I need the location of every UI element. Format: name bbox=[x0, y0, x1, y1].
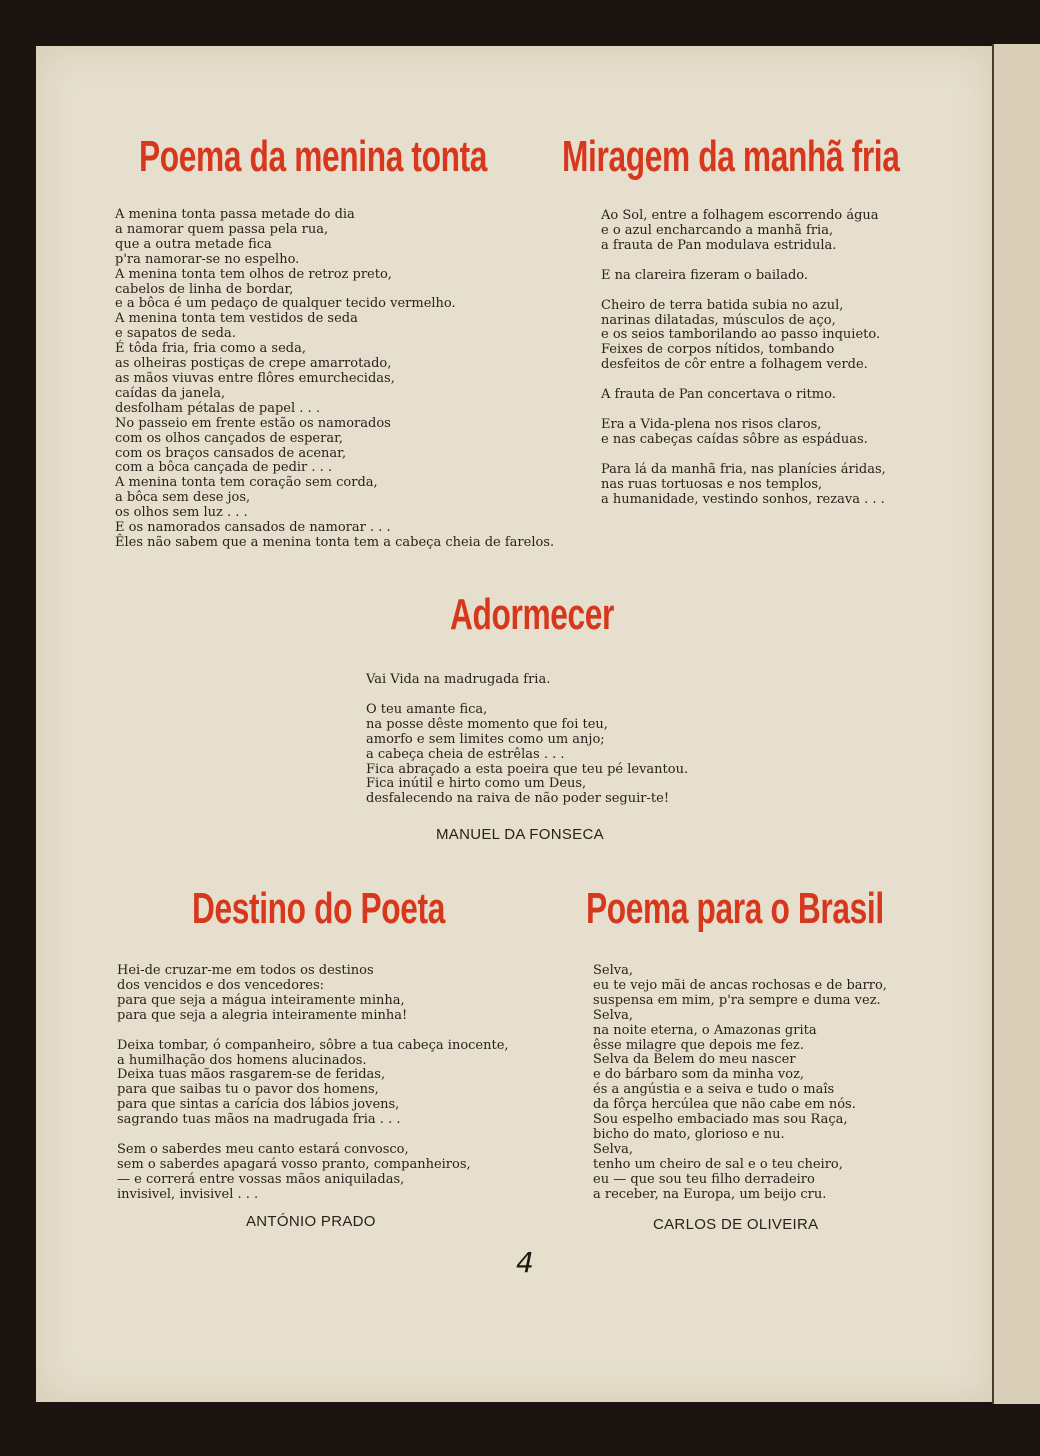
poem-line: sagrando tuas mãos na madrugada fria . . . bbox=[117, 1112, 401, 1128]
stanza-break bbox=[366, 688, 688, 703]
author-manuel-da-fonseca: MANUEL DA FONSECA bbox=[436, 826, 604, 843]
poem-title-miragem: Miragem da manhã fria bbox=[562, 132, 900, 181]
poem-line: nas ruas tortuosas e nos templos, bbox=[601, 476, 823, 492]
poem-body-poema-para-o-brasil bbox=[593, 964, 887, 1203]
poem-line: és a angústia e a seiva e tudo o maîs bbox=[593, 1082, 835, 1098]
poem-line: com a bôca cançada de pedir . . . bbox=[115, 460, 333, 476]
poem-line: A frauta de Pan concertava o ritmo. bbox=[601, 387, 836, 403]
poem-line: desfeitos de côr entre a folhagem verde. bbox=[601, 357, 868, 373]
poem-line: eu te vejo mãi de ancas rochosas e de barro, bbox=[593, 977, 887, 993]
poem-line: com os braços cansados de acenar, bbox=[115, 445, 347, 461]
stanza-break bbox=[601, 403, 886, 418]
poem-line: A menina tonta passa metade do dia bbox=[115, 207, 355, 222]
poem-line: A menina tonta tem vestidos de seda bbox=[115, 311, 358, 327]
poem-line: O teu amante fica, bbox=[366, 701, 488, 717]
poem-line: tenho um cheiro de sal e o teu cheiro, bbox=[593, 1156, 843, 1172]
poem-line: Ao Sol, entre a folhagem escorrendo água bbox=[601, 208, 879, 223]
poem-line: É tôda fria, fria como a seda, bbox=[115, 341, 306, 357]
poem-line: Vai Vida na madrugada fria. bbox=[366, 672, 551, 687]
poem-body-menina-tonta bbox=[115, 208, 554, 551]
poem-line: suspensa em mim, p'ra sempre e duma vez. bbox=[593, 992, 881, 1008]
poem-line: a cabeça cheia de estrêlas . . . bbox=[366, 746, 565, 762]
poem-line: para que sintas a carícia dos lábios jovens, bbox=[117, 1097, 400, 1113]
poem-line: Deixa tuas mãos rasgarem-se de feridas, bbox=[117, 1067, 386, 1083]
poem-line: a frauta de Pan modulava estridula. bbox=[601, 237, 837, 253]
poem-line: na noite eterna, o Amazonas grita bbox=[593, 1022, 817, 1038]
poem-line: Selva da Belem do meu nascer bbox=[593, 1052, 796, 1068]
poem-line: as mãos viuvas entre flôres emurchecidas, bbox=[115, 370, 395, 386]
poem-line: Feixes de corpos nítidos, tombando bbox=[601, 342, 835, 358]
poem-line: as olheiras postiças de crepe amarrotado, bbox=[115, 356, 392, 372]
poem-line: E na clareira fizeram o bailado. bbox=[601, 267, 809, 283]
magazine-page bbox=[36, 46, 992, 1402]
stanza-break bbox=[117, 1024, 509, 1039]
poem-line: Hei-de cruzar-me em todos os destinos bbox=[117, 963, 374, 978]
poem-line: e sapatos de seda. bbox=[115, 326, 236, 342]
poem-line: que a outra metade fica bbox=[115, 236, 272, 252]
poem-line: na posse dêste momento que foi teu, bbox=[366, 716, 608, 732]
poem-line: a receber, na Europa, um beijo cru. bbox=[593, 1186, 827, 1202]
poem-line: p'ra namorar-se no espelho. bbox=[115, 251, 300, 267]
poem-line: e a bôca é um pedaço de qualquer tecido vermelho. bbox=[115, 296, 456, 312]
poem-line: sem o saberdes apagará vosso pranto, companheiros, bbox=[117, 1156, 471, 1172]
poem-line: A menina tonta tem olhos de retroz preto, bbox=[115, 266, 392, 282]
poem-line: dos vencidos e dos vencedores: bbox=[117, 977, 325, 993]
poem-line: e do bárbaro som da minha voz, bbox=[593, 1067, 805, 1083]
adjacent-page-edge bbox=[992, 44, 1040, 1404]
poem-line: eu — que sou teu filho derradeiro bbox=[593, 1171, 815, 1187]
poem-line: No passeio em frente estão os namorados bbox=[115, 415, 391, 431]
stanza-break bbox=[601, 284, 886, 299]
poem-body-adormecer bbox=[366, 673, 688, 807]
author-carlos-de-oliveira: CARLOS DE OLIVEIRA bbox=[653, 1216, 819, 1233]
poem-line: a bôca sem dese jos, bbox=[115, 490, 251, 506]
poem-line: e o azul encharcando a manhã fria, bbox=[601, 222, 834, 238]
poem-line: narinas dilatadas, músculos de aço, bbox=[601, 312, 836, 328]
stanza-break bbox=[601, 448, 886, 463]
poem-line: amorfo e sem limites como um anjo; bbox=[366, 731, 605, 747]
poem-line: Cheiro de terra batida subia no azul, bbox=[601, 297, 844, 313]
poem-title-poema-para-o-brasil: Poema para o Brasil bbox=[586, 884, 884, 933]
stanza-break bbox=[601, 373, 886, 388]
poem-title-menina-tonta: Poema da menina tonta bbox=[139, 132, 488, 181]
poem-title-destino-do-poeta: Destino do Poeta bbox=[192, 884, 445, 933]
poem-line: Era a Vida-plena nos risos claros, bbox=[601, 417, 822, 433]
poem-line: Deixa tombar, ó companheiro, sôbre a tua cabeça inocente, bbox=[117, 1037, 509, 1053]
stanza-break bbox=[601, 254, 886, 269]
poem-line: e nas cabeças caídas sôbre as espáduas. bbox=[601, 431, 868, 447]
poem-line: Fica inútil e hirto como um Deus, bbox=[366, 776, 587, 792]
poem-line: invisivel, invisivel . . . bbox=[117, 1186, 259, 1202]
author-antonio-prado: ANTÓNIO PRADO bbox=[246, 1213, 376, 1230]
poem-line: cabelos de linha de bordar, bbox=[115, 281, 294, 297]
poem-title-adormecer: Adormecer bbox=[450, 590, 615, 639]
poem-line: a namorar quem passa pela rua, bbox=[115, 221, 329, 237]
poem-line: bicho do mato, glorioso e nu. bbox=[593, 1126, 785, 1142]
poem-line: A menina tonta tem coração sem corda, bbox=[115, 475, 378, 491]
poem-line: — e correrá entre vossas mãos aniquiladas, bbox=[117, 1171, 405, 1187]
poem-line: desfalecendo na raiva de não poder seguir-te! bbox=[366, 791, 670, 807]
poem-line: Selva, bbox=[593, 1141, 633, 1157]
poem-line: para que seja a alegria inteiramente minha! bbox=[117, 1007, 408, 1023]
poem-line: desfolham pétalas de papel . . . bbox=[115, 400, 320, 416]
poem-line: da fôrça hercúlea que não cabe em nós. bbox=[593, 1097, 856, 1113]
poem-line: para que saibas tu o pavor dos homens, bbox=[117, 1082, 379, 1098]
poem-body-miragem bbox=[601, 209, 886, 508]
poem-line: os olhos sem luz . . . bbox=[115, 505, 248, 521]
poem-line: a humanidade, vestindo sonhos, rezava . . . bbox=[601, 491, 885, 507]
poem-body-destino-do-poeta bbox=[117, 964, 509, 1203]
poem-line: Êles não sabem que a menina tonta tem a cabeça cheia de farelos. bbox=[115, 534, 555, 550]
poem-line: Sou espelho embaciado mas sou Raça, bbox=[593, 1112, 848, 1128]
poem-line: e os seios tamborilando ao passo inquieto. bbox=[601, 327, 881, 343]
poem-line: Selva, bbox=[593, 963, 633, 978]
poem-line: caídas da janela, bbox=[115, 385, 226, 401]
poem-line: Fica abraçado a esta poeira que teu pé levantou. bbox=[366, 761, 689, 777]
page-number: 4 bbox=[516, 1246, 534, 1279]
poem-line: Selva, bbox=[593, 1007, 633, 1023]
poem-line: a humilhação dos homens alucinados. bbox=[117, 1052, 367, 1068]
poem-line: E os namorados cansados de namorar . . . bbox=[115, 520, 391, 536]
poem-line: êsse milagre que depois me fez. bbox=[593, 1037, 804, 1053]
poem-line: para que seja a mágua inteiramente minha, bbox=[117, 992, 405, 1008]
poem-line: Para lá da manhã fria, nas planícies áridas, bbox=[601, 461, 886, 477]
poem-line: Sem o saberdes meu canto estará convosco, bbox=[117, 1142, 409, 1158]
poem-line: com os olhos cançados de esperar, bbox=[115, 430, 343, 446]
stanza-break bbox=[117, 1128, 509, 1143]
